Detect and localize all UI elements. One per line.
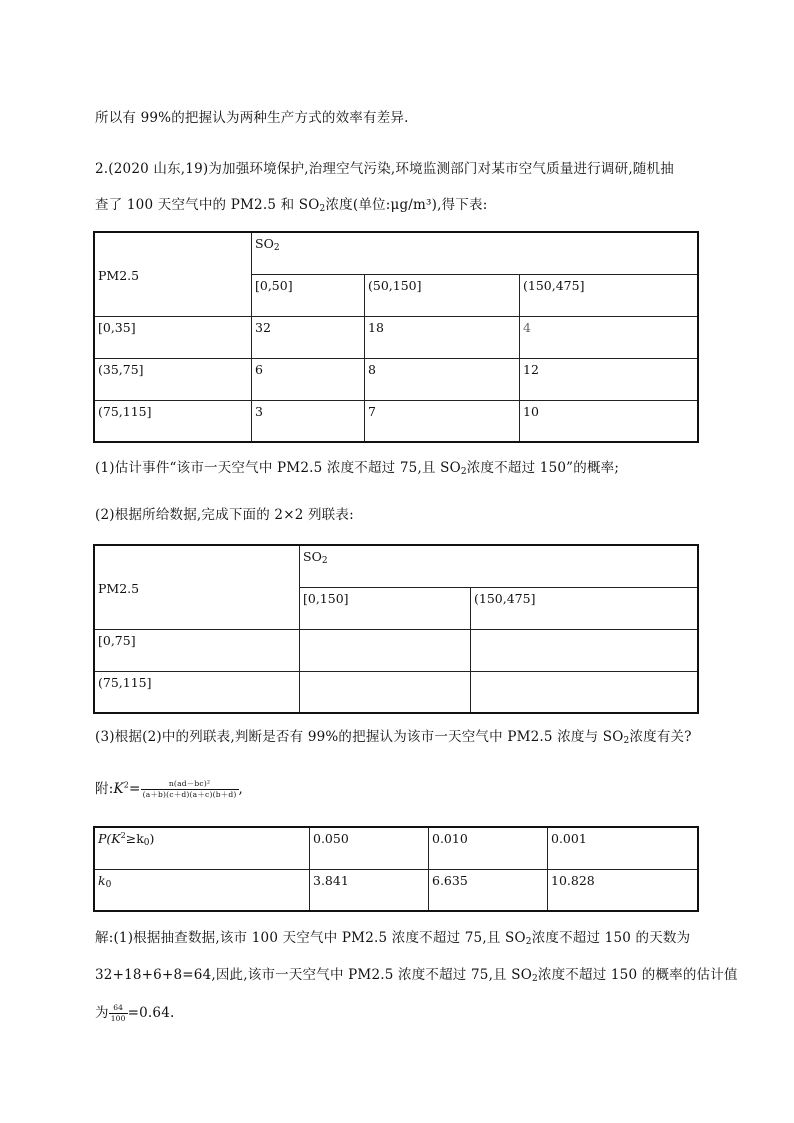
table-cell: 4 — [520, 316, 699, 358]
probability-fraction: $\frac{64}{100}$ — [110, 1003, 126, 1023]
row-label: (75,115] — [94, 671, 300, 713]
table-cell: 10 — [520, 400, 699, 442]
formula-k-squared: 附$:K^2=$ $\frac{\text{n(ad－bc)²}}{(a+b)(c+d)(a+c)(b+d)}$ , — [95, 779, 244, 799]
table-cell: 32 — [252, 316, 365, 358]
table-row — [94, 400, 698, 442]
table-cell: 0.050 — [310, 827, 429, 869]
table-row — [94, 358, 698, 400]
col-header: (50,150] — [365, 274, 520, 316]
col-header: [0,150] — [300, 587, 471, 629]
so2-header-cell: $SO_2$ — [252, 232, 699, 274]
conclusion-text: 所以有 99%的把握认为两种生产方式的效率有差异. — [95, 110, 409, 126]
question-2: (2)根据所给数据,完成下面的 2×2 列联表: — [95, 507, 354, 523]
col-header: (150,475] — [471, 587, 699, 629]
table-cell: 8 — [365, 358, 520, 400]
table-cell: 0.010 — [429, 827, 548, 869]
table-cell: 10.828 — [548, 869, 699, 911]
problem-line-1: 2.(2020 山东,19)为加强环境保护,治理空气污染,环境监测部门对某市空气质量进行调研,随机抽 — [95, 161, 674, 177]
table-cell: 18 — [365, 316, 520, 358]
row-label: [0,75] — [94, 629, 300, 671]
table-cell: 6 — [252, 358, 365, 400]
table-cell: 3 — [252, 400, 365, 442]
solution-line-3: 为 $\frac{64}{100}$ =0.64. — [95, 1003, 175, 1023]
blank-cell — [300, 629, 471, 671]
so2-header-cell: $SO_2$ — [300, 545, 699, 587]
row-label: $P(K^2\ge k_0)$ — [94, 827, 310, 869]
solution-line-2: 32+18+6+8=64,因此,该市一天空气中 PM2.5 浓度不超过 75,且 $SO_2$浓度不超过 150 的概率的估计值 — [95, 967, 738, 984]
contingency-table-2x2 — [93, 544, 699, 714]
blank-cell — [300, 671, 471, 713]
table-row — [94, 827, 698, 869]
table-row — [94, 869, 698, 911]
col-header: (150,475] — [520, 274, 699, 316]
table-row — [94, 316, 698, 358]
table-cell: 7 — [365, 400, 520, 442]
question-3: (3)根据(2)中的列联表,判断是否有 99%的把握认为该市一天空气中 PM2.5 浓度与 $SO_2$浓度有关? — [95, 729, 692, 746]
question-1: (1)估计事件“该市一天空气中 PM2.5 浓度不超过 75,且 $SO_2$浓度不超过 150”的概率; — [95, 460, 620, 477]
table-row — [94, 629, 698, 671]
table-row — [94, 671, 698, 713]
row-label: (75,115] — [94, 400, 252, 442]
table-cell: 3.841 — [310, 869, 429, 911]
col-header: [0,50] — [252, 274, 365, 316]
problem-line-2: 查了 100 天空气中的 PM2.5 和 $SO_2$浓度(单位:μg/m³),得下表: — [95, 197, 488, 214]
solution-line-1: 解:(1)根据抽查数据,该市 100 天空气中 PM2.5 浓度不超过 75,且 $SO_2$浓度不超过 150 的天数为 — [95, 930, 691, 947]
row-label: [0,35] — [94, 316, 252, 358]
blank-cell — [471, 629, 699, 671]
critical-value-table — [93, 826, 699, 912]
blank-cell — [471, 671, 699, 713]
table-corner-cell: PM2.5 — [94, 545, 300, 629]
formula-fraction: $\frac{\text{n(ad－bc)²}}{(a+b)(c+d)(a+c)(b+d)}$ — [142, 779, 237, 799]
row-label: (35,75] — [94, 358, 252, 400]
table-cell: 12 — [520, 358, 699, 400]
table-cell: 0.001 — [548, 827, 699, 869]
row-label: $k_0$ — [94, 869, 310, 911]
table-cell: 6.635 — [429, 869, 548, 911]
data-table-pm25-so2 — [93, 231, 699, 443]
table-corner-cell: PM2.5 — [94, 232, 252, 316]
